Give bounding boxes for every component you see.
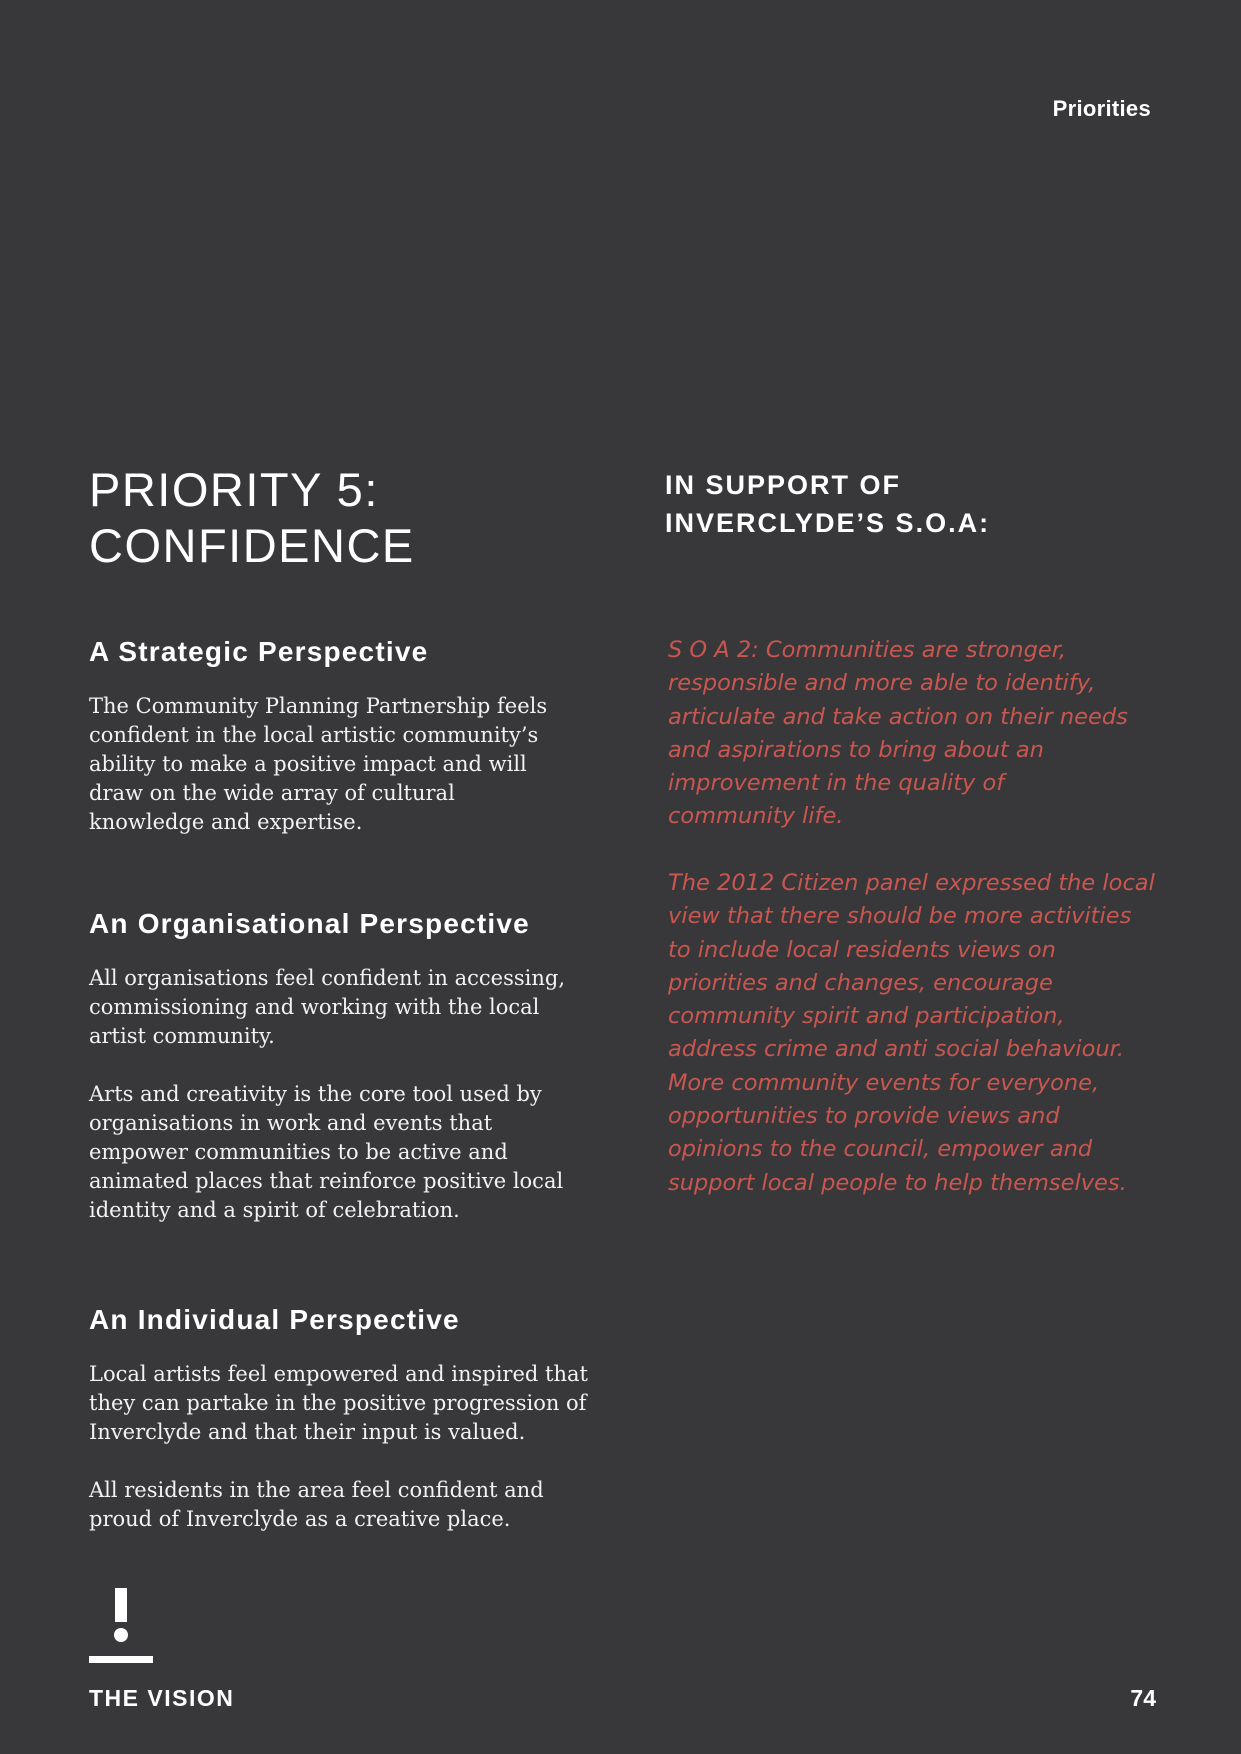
priority-title-line-2: CONFIDENCE — [89, 519, 415, 572]
support-title-line-2: INVERCLYDE’S S.O.A: — [665, 508, 991, 538]
section-label: Priorities — [1052, 96, 1151, 121]
citizen-panel-statement: The 2012 Citizen panel expressed the local view that there should be more activities to include local residents views on priorities and changes, encourage community spirit and participation, address crime and anti social behaviour. More community events for everyone, opportunities to provide views and opinions to the council, empower and support local people to help themselves. — [668, 870, 1155, 1196]
page-number: 74 — [1130, 1685, 1156, 1711]
section-heading: An Individual Perspective — [89, 1304, 460, 1335]
exclamation-logo-icon — [89, 1588, 153, 1664]
support-title-line-1: IN SUPPORT OF — [665, 470, 902, 500]
priority-title-line-1: PRIORITY 5: — [89, 463, 379, 516]
strategic-perspective-section — [89, 636, 589, 837]
section-paragraph: Local artists feel empowered and inspired that they can partake in the positive progression of Inverclyde and that their input is valued. — [89, 1362, 588, 1444]
support-title — [665, 466, 990, 542]
priority-title — [89, 462, 415, 574]
soa-statement: S O A 2: Communities are stronger, responsible and more able to identify, articulate and take action on their needs and aspirations to bring about an improvement in the quality of community life. — [668, 637, 1128, 830]
section-heading: An Organisational Perspective — [89, 908, 530, 939]
individual-perspective-section — [89, 1304, 589, 1534]
section-paragraph: The Community Planning Partnership feels confident in the local artistic community’s ability to make a positive impact and will draw on the wide array of cultural knowledge and expertise. — [89, 694, 548, 834]
section-paragraph: All organisations feel confident in accessing, commissioning and working with the local artist community. — [89, 966, 565, 1048]
footer-title: THE VISION — [89, 1685, 235, 1711]
section-heading: A Strategic Perspective — [89, 636, 429, 667]
section-paragraph: All residents in the area feel confident and proud of Inverclyde as a creative place. — [89, 1478, 544, 1531]
section-paragraph: Arts and creativity is the core tool used by organisations in work and events that empower communities to be active and animated places that reinforce positive local identity and a spirit of celebration. — [89, 1082, 564, 1222]
organisational-perspective-section — [89, 908, 589, 1225]
